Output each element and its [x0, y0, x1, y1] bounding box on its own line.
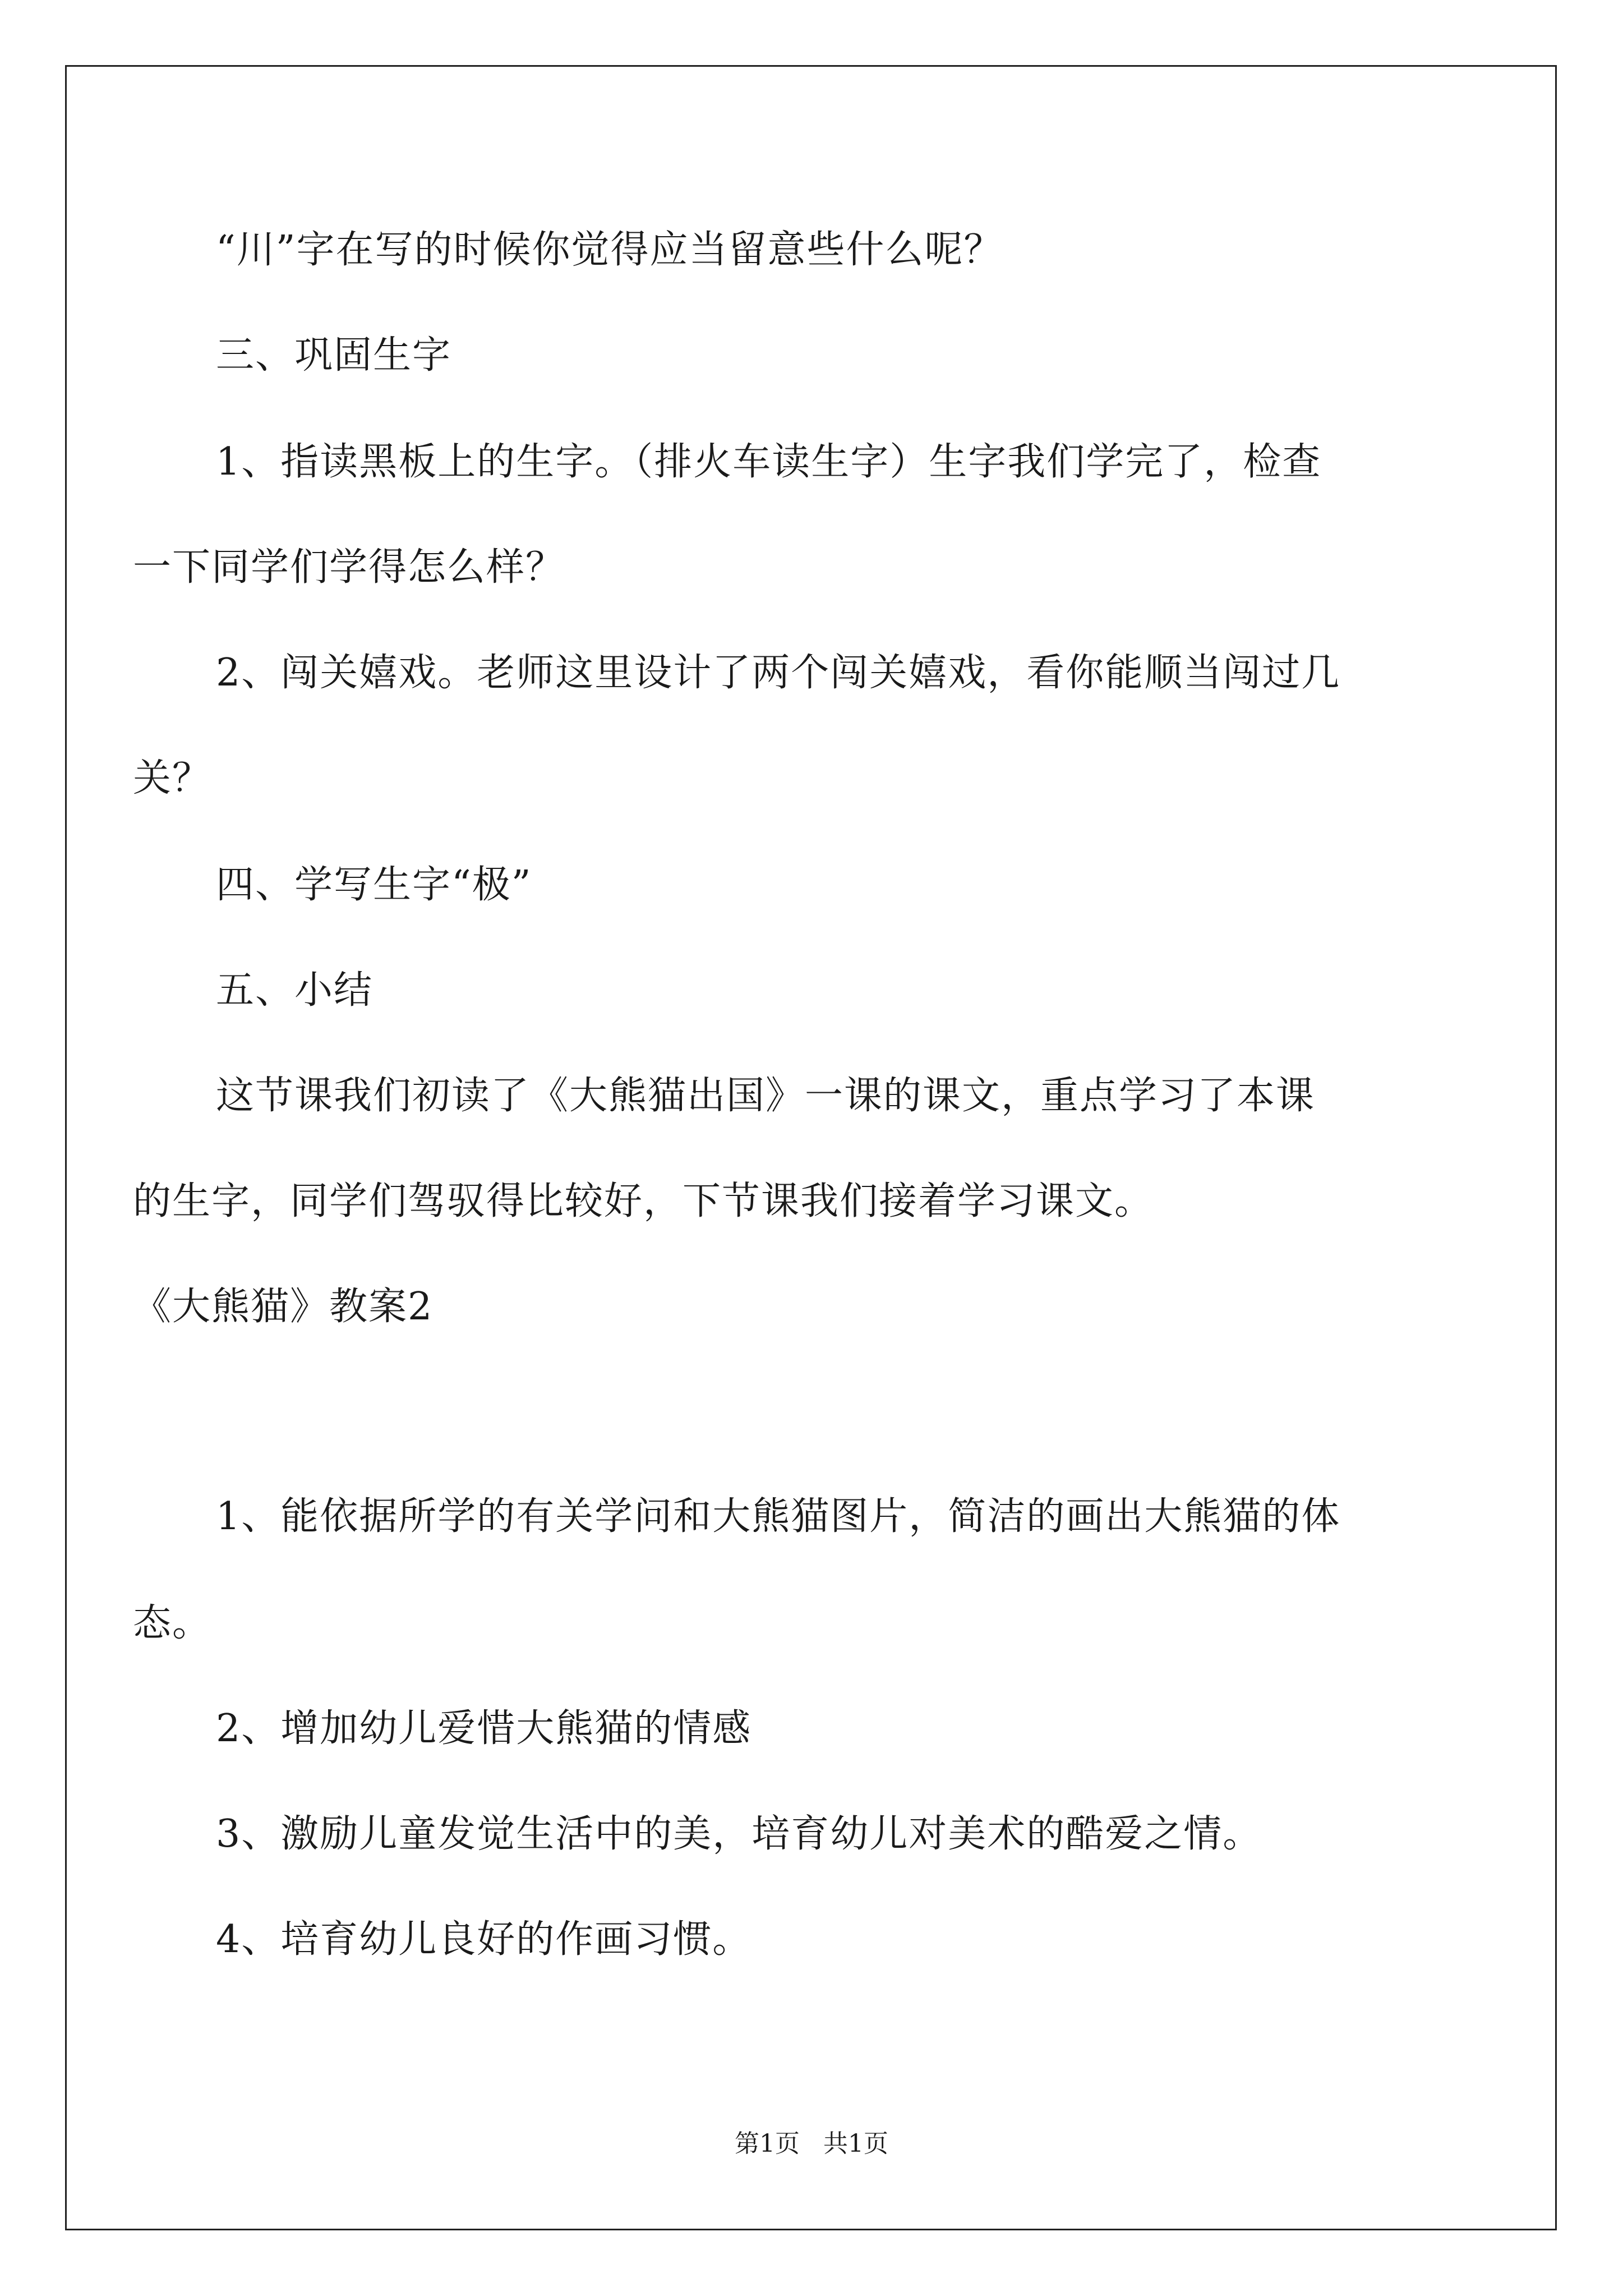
paragraph-line: 1、指读黑板上的生字。（排火车读生字）生字我们学完了，检查 [216, 440, 1322, 484]
paragraph-line: 2、闯关嬉戏。老师这里设计了两个闯关嬉戏，看你能顺当闯过几 [216, 651, 1341, 695]
paragraph-line: 的生字，同学们驾驭得比较好，下节课我们接着学习课文。 [133, 1179, 1154, 1223]
paragraph-line: 这节课我们初读了《大熊猫出国》一课的课文，重点学习了本课 [216, 1074, 1316, 1118]
page-border [65, 65, 1557, 2230]
paragraph-line: 一下同学们学得怎么样？ [133, 545, 565, 590]
paragraph-line: 1、能依据所学的有关学问和大熊猫图片，简洁的画出大熊猫的体 [216, 1494, 1341, 1539]
section-heading: 四、学写生字“极” [216, 863, 532, 907]
page-footer: 第1页 共1页 [735, 2129, 888, 2158]
paragraph-line: 态。 [133, 1601, 212, 1645]
section-heading: 三、巩固生字 [216, 333, 452, 378]
document-title: 《大熊猫》教案2 [133, 1285, 434, 1329]
paragraph-line: 4、培育幼儿良好的作画习惯。 [216, 1917, 752, 1962]
paragraph-line: 关？ [133, 756, 212, 800]
paragraph-line: 2、增加幼儿爱惜大熊猫的情感 [216, 1706, 752, 1751]
paragraph-line: 3、激励儿童发觉生活中的美，培育幼儿对美术的酷爱之情。 [216, 1812, 1262, 1856]
section-heading: 五、小结 [216, 968, 374, 1013]
paragraph-line: “川”字在写的时候你觉得应当留意些什么呢？ [216, 228, 1003, 272]
